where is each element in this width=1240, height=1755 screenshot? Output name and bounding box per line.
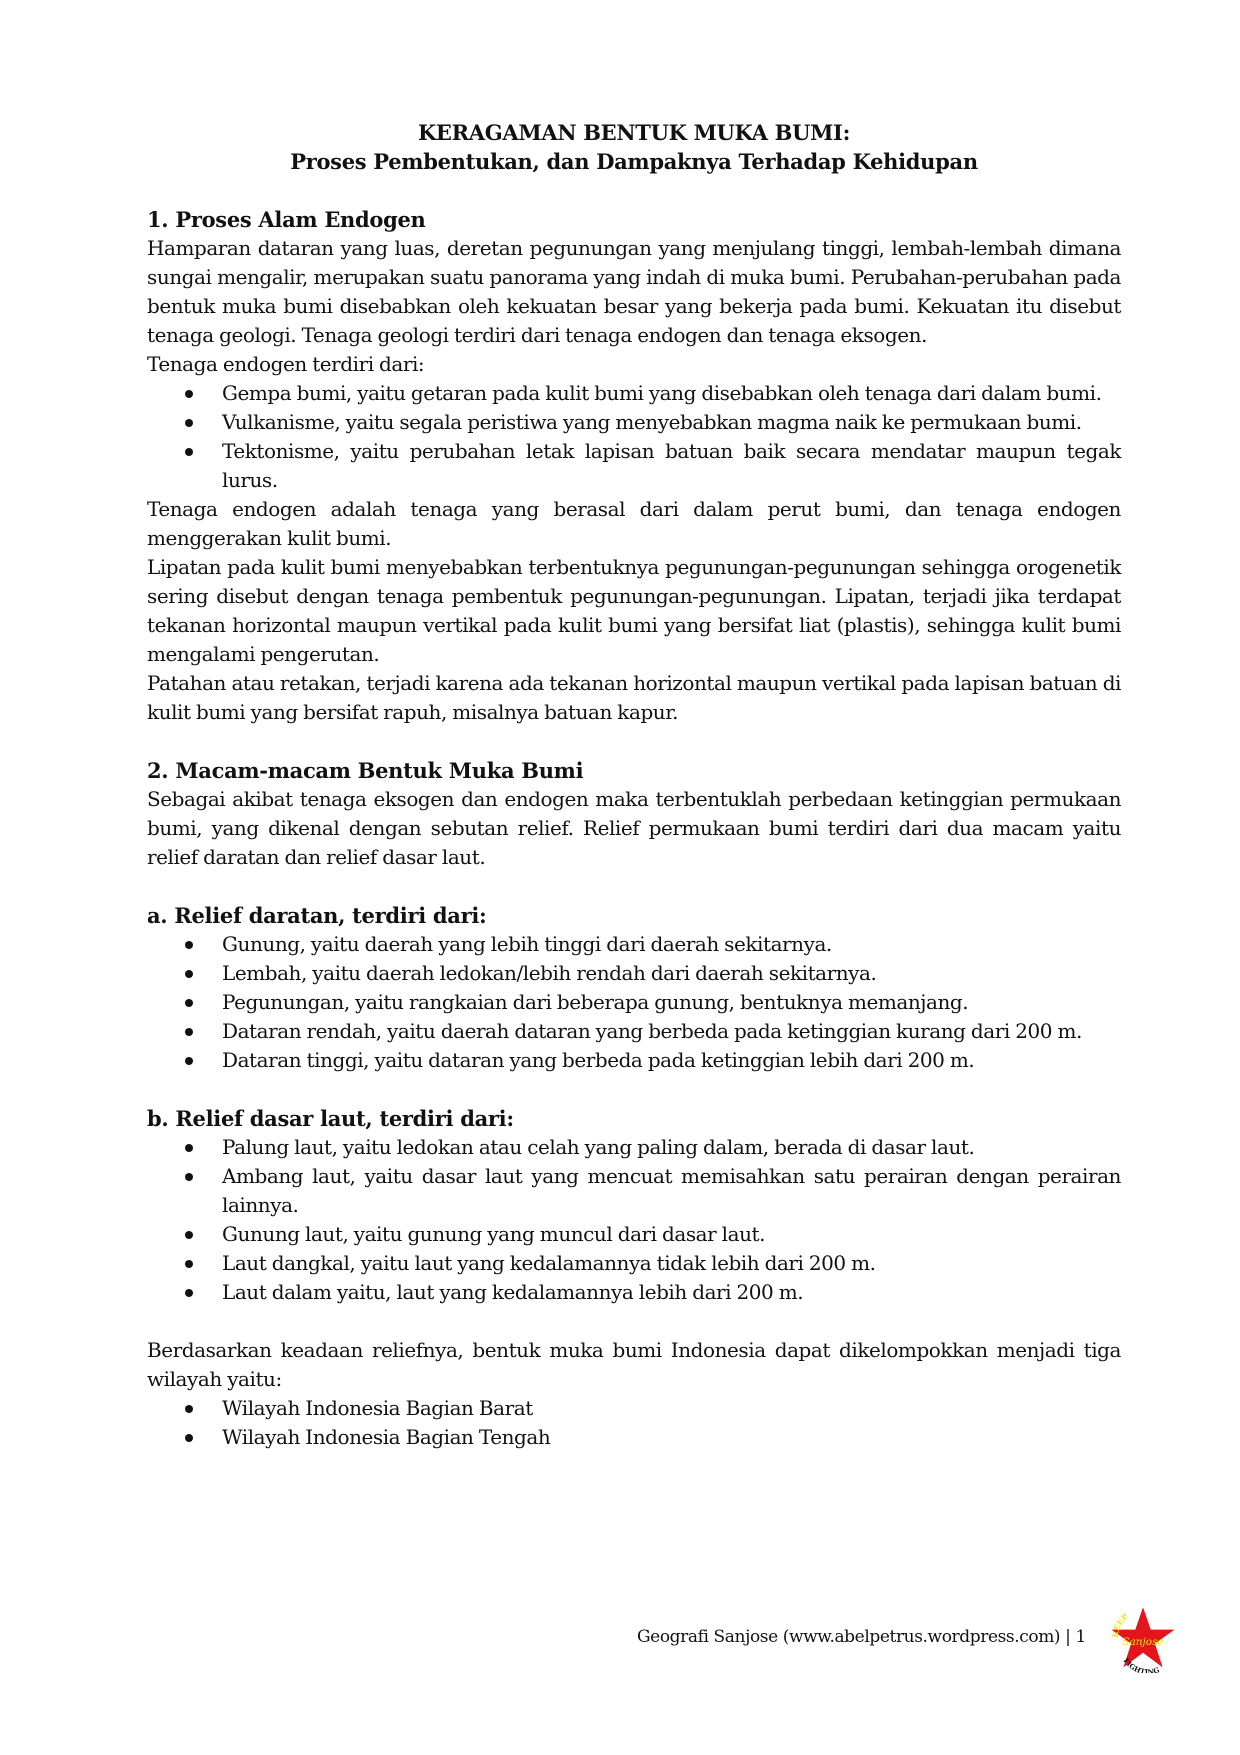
spacer: [147, 176, 1121, 205]
document-title: [147, 118, 1121, 176]
spacer: [147, 1307, 1121, 1336]
bullet-icon: [185, 1405, 193, 1413]
section-macam-bentuk-muka-bumi: [147, 756, 1121, 1452]
paragraph: Tenaga endogen adalah tenaga yang berasal dari dalam perut bumi, dan tenaga endogen menggerakan kulit bumi.: [147, 497, 1121, 550]
bullet-icon: [185, 1260, 193, 1268]
bullet-icon: [185, 999, 193, 1007]
section-proses-alam-endogen: [147, 205, 1121, 727]
list-item: Dataran rendah, yaitu daerah dataran yang berbeda pada ketinggian kurang dari 200 m.: [147, 1017, 1121, 1046]
keep-fighting-star-logo-icon: [1108, 1603, 1178, 1673]
list-item: Wilayah Indonesia Bagian Tengah: [147, 1423, 1121, 1452]
section-heading: 1. Proses Alam Endogen: [147, 207, 426, 232]
paragraph: Sebagai akibat tenaga eksogen dan endogen maka terbentuklah perbedaan ketinggian permukaan bumi, yang dikenal dengan sebutan relief. Relief permukaan bumi terdiri dari dua macam yaitu relief daratan dan relief dasar laut.: [147, 787, 1121, 869]
bullet-icon: [185, 1028, 193, 1036]
bullet-icon: [185, 941, 193, 949]
spacer: [147, 727, 1121, 756]
list-item: Pegunungan, yaitu rangkaian dari beberapa gunung, bentuknya memanjang.: [147, 988, 1121, 1017]
document-page: [147, 118, 1121, 1452]
spacer: [147, 1075, 1121, 1104]
subsection-heading: b. Relief dasar laut, terdiri dari:: [147, 1106, 514, 1131]
list-item: Laut dangkal, yaitu laut yang kedalamannya tidak lebih dari 200 m.: [147, 1249, 1121, 1278]
spacer: [147, 872, 1121, 901]
list-item: Wilayah Indonesia Bagian Barat: [147, 1394, 1121, 1423]
list-item: Lembah, yaitu daerah ledokan/lebih rendah dari daerah sekitarnya.: [147, 959, 1121, 988]
list-intro: Tenaga endogen terdiri dari:: [147, 352, 425, 376]
paragraph: Lipatan pada kulit bumi menyebabkan terbentuknya pegunungan-pegunungan sehingga orogenetik sering disebut dengan tenaga pembentuk pegunungan-pegunungan. Lipatan, terjadi jika terdapat tekanan horizontal maupun vertikal pada kulit bumi yang bersifat liat (plastis), sehingga kulit bumi mengalami pengerutan.: [147, 555, 1121, 666]
bullet-icon: [185, 1289, 193, 1297]
paragraph: Patahan atau retakan, terjadi karena ada tekanan horizontal maupun vertikal pada lapisan batuan di kulit bumi yang bersifat rapuh, misalnya batuan kapur.: [147, 671, 1121, 724]
paragraph: Berdasarkan keadaan reliefnya, bentuk muka bumi Indonesia dapat dikelompokkan menjadi tiga wilayah yaitu:: [147, 1338, 1121, 1391]
list-item: Gempa bumi, yaitu getaran pada kulit bumi yang disebabkan oleh tenaga dari dalam bumi.: [147, 379, 1121, 408]
bullet-icon: [185, 1231, 193, 1239]
list-item: Laut dalam yaitu, laut yang kedalamannya lebih dari 200 m.: [147, 1278, 1121, 1307]
paragraph: Hamparan dataran yang luas, deretan pegunungan yang menjulang tinggi, lembah-lembah dimana sungai mengalir, merupakan suatu panorama yang indah di muka bumi. Perubahan-perubahan pada bentuk muka bumi disebabkan oleh kekuatan besar yang bekerja pada bumi. Kekuatan itu disebut tenaga geologi. Tenaga geologi terdiri dari tenaga endogen dan tenaga eksogen.: [147, 236, 1121, 347]
relief-dasar-laut-list: [147, 1133, 1121, 1307]
footer-text: Geografi Sanjose (www.abelpetrus.wordpress.com) | 1: [637, 1627, 1086, 1647]
list-item: Palung laut, yaitu ledokan atau celah yang paling dalam, berada di dasar laut.: [147, 1133, 1121, 1162]
bullet-icon: [185, 1434, 193, 1442]
bullet-icon: [185, 1144, 193, 1152]
title-line-1: KERAGAMAN BENTUK MUKA BUMI:: [417, 120, 851, 145]
list-item: Tektonisme, yaitu perubahan letak lapisan batuan baik secara mendatar maupun tegak lurus.: [147, 437, 1121, 495]
page-footer: [620, 1611, 1164, 1685]
section-heading: 2. Macam-macam Bentuk Muka Bumi: [147, 758, 584, 783]
bullet-icon: [185, 390, 193, 398]
list-item: Ambang laut, yaitu dasar laut yang mencuat memisahkan satu perairan dengan perairan lainnya.: [147, 1162, 1121, 1220]
endogen-list: [147, 379, 1121, 495]
bullet-icon: [185, 419, 193, 427]
list-item: Gunung, yaitu daerah yang lebih tinggi dari daerah sekitarnya.: [147, 930, 1121, 959]
list-item: Gunung laut, yaitu gunung yang muncul dari dasar laut.: [147, 1220, 1121, 1249]
bullet-icon: [185, 1057, 193, 1065]
logo-bottom-text: FIGHTING: [1121, 1656, 1161, 1673]
wilayah-list: [147, 1394, 1121, 1452]
relief-daratan-list: [147, 930, 1121, 1075]
list-item: Dataran tinggi, yaitu dataran yang berbeda pada ketinggian lebih dari 200 m.: [147, 1046, 1121, 1075]
list-item: Vulkanisme, yaitu segala peristiwa yang menyebabkan magma naik ke permukaan bumi.: [147, 408, 1121, 437]
bullet-icon: [185, 970, 193, 978]
title-line-2: Proses Pembentukan, dan Dampaknya Terhadap Kehidupan: [290, 149, 978, 174]
logo-center-text: Sanjose: [1122, 1636, 1164, 1648]
bullet-icon: [185, 1173, 193, 1181]
bullet-icon: [185, 448, 193, 456]
logo-top-text: KEEP: [1110, 1611, 1130, 1639]
subsection-heading: a. Relief daratan, terdiri dari:: [147, 903, 487, 928]
